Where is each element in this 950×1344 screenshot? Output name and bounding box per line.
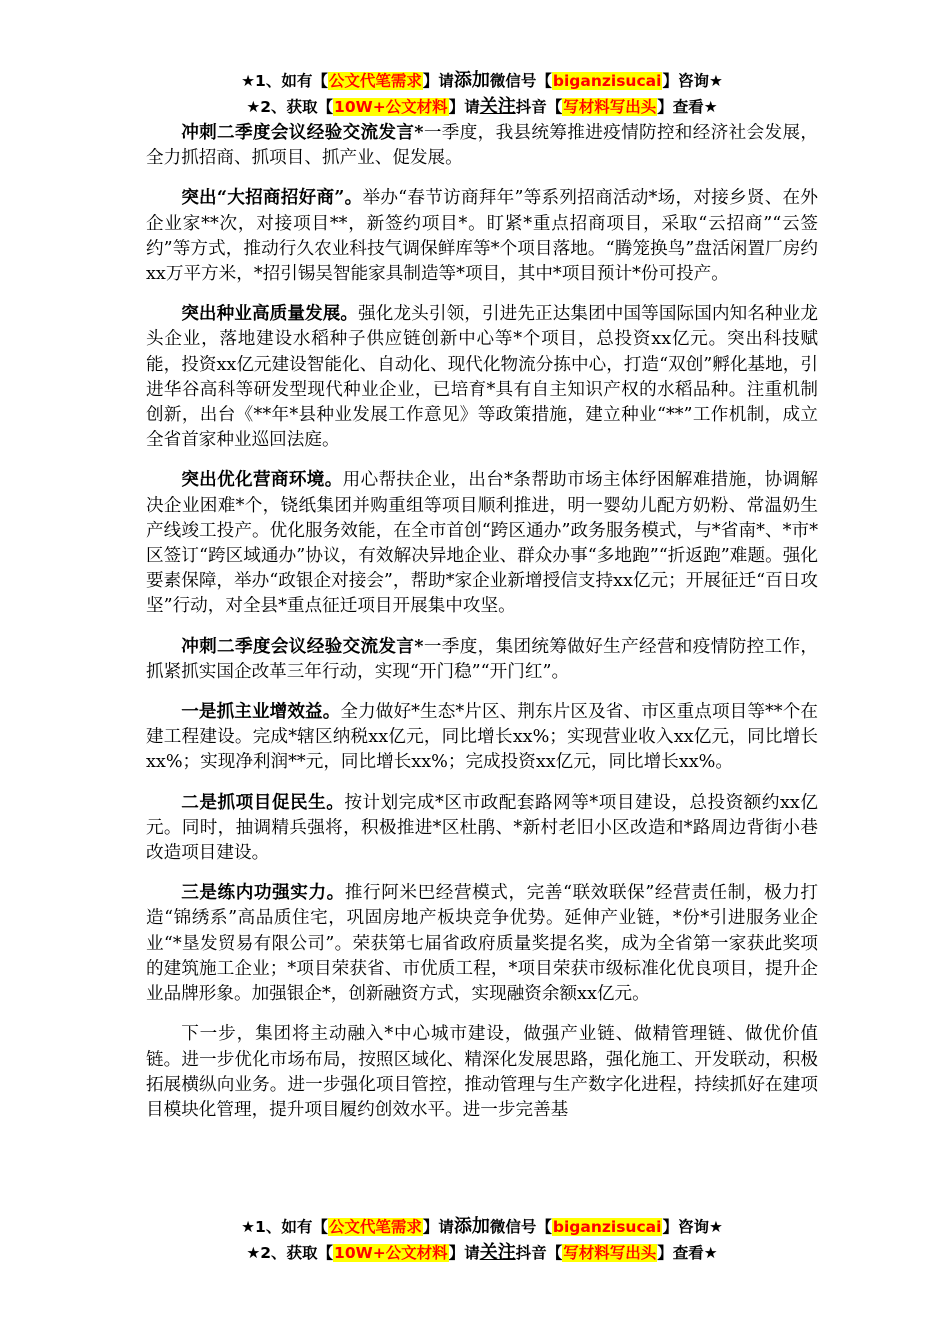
paragraph: 突出种业高质量发展。强化龙头引领，引进先正达集团中国等国际国内知名种业龙头企业，落地建设水稻种子供应链创新中心等*个项目，总投资xx亿元。突出科技赋能，投资xx亿元建设智能化、自动化、现代化物流分拣中心，打造“双创”孵化基地，引进华谷高科等研发型现代种业企业，已培育*具有自主知识产权的水稻品种。注重机制创新，出台《**年*县种业发展工作意见》等政策措施，建立种业“**”工作机制，成立全省首家种业巡回法庭。 <box>146 303 818 451</box>
document-page <box>146 68 818 1137</box>
paragraph-lead: 冲刺二季度会议经验交流发言* <box>181 122 424 143</box>
paragraph: 突出优化营商环境。用心帮扶企业，出台*条帮助市场主体纾困解难措施，协调解决企业困难*个，铙纸集团并购重组等项目顺利推进，明一婴幼儿配方奶粉、常温奶生产线竣工投产。优化服务效能，在全市首创“跨区通办”政务服务模式，与*省南*、*市*区签订“跨区域通办”协议，有效解决异地企业、群众办事“多地跑”“折返跑”难题。强化要素保障，举办“政银企对接会”，帮助*家企业新增授信支持xx亿元；开展征迁“百日攻坚”行动，对全县*重点征迁项目开展集中攻坚。 <box>146 469 818 617</box>
paragraph: 二是抓项目促民生。按计划完成*区市政配套路网等*项目建设，总投资额约xx亿元。同时，抽调精兵强将，积极推进*区杜鹃、*新村老旧小区改造和*路周边背街小巷改造项目建设。 <box>146 791 818 864</box>
paragraph-lead: 三是练内功强实力。 <box>181 882 345 904</box>
promo-banner-bottom <box>146 1214 818 1266</box>
paragraph: 冲刺二季度会议经验交流发言*一季度，我县统筹推进疫情防控和经济社会发展，全力抓招商、抓项目、抓产业、促发展。 <box>146 122 818 169</box>
paragraph-lead: 二是抓项目促民生。 <box>181 791 345 813</box>
highlight-wechat-id: biganzisucai <box>552 72 662 90</box>
promo-banner-top <box>146 68 818 120</box>
promo-line-2: ★2、获取【10W+公文材料】请关注抖音【写材料写出头】查看★ <box>246 1242 718 1263</box>
promo-line-2: ★2、获取【10W+公文材料】请关注抖音【写材料写出头】查看★ <box>246 96 718 117</box>
paragraph-lead: 突出种业高质量发展。 <box>181 303 359 325</box>
paragraph: 一是抓主业增效益。全力做好*生态*片区、荆东片区及省、市区重点项目等**个在建工程建设。完成*辖区纳税xx亿元，同比增长xx%；实现营业收入xx亿元，同比增长xx%；实现净利润**元，同比增长xx%；完成投资xx亿元，同比增长xx%。 <box>146 701 818 773</box>
paragraph-lead: 一是抓主业增效益。 <box>181 701 341 723</box>
paragraph: 突出“大招商招好商”。举办“春节访商拜年”等系列招商活动*场，对接乡贤、在外企业家**次，对接项目**，新签约项目*。盯紧*重点招商项目，采取“云招商”“云签约”等方式，推动行久农业科技气调保鲜库等*个项目落地。“腾笼换鸟”盘活闲置厂房约xx万平方米，*招引锡吴智能家具制造等*项目，其中*项目预计*份可投产。 <box>146 187 818 285</box>
promo-line-1: ★1、如有【公文代笔需求】请添加微信号【biganzisucai】咨询★ <box>241 1216 723 1237</box>
paragraph-lead: 冲刺二季度会议经验交流发言* <box>181 635 424 657</box>
highlight-wechat-id: biganzisucai <box>552 1218 662 1236</box>
highlight-keyword: 公文代笔需求 <box>328 1218 422 1236</box>
highlight-keyword: 10W+公文材料 <box>334 1244 448 1262</box>
promo-line-1: ★1、如有【公文代笔需求】请添加微信号【biganzisucai】咨询★ <box>241 70 723 91</box>
highlight-keyword: 公文代笔需求 <box>328 72 422 90</box>
paragraph: 冲刺二季度会议经验交流发言*一季度，集团统筹做好生产经营和疫情防控工作，抓紧抓实国企改革三年行动，实现“开门稳”“开门红”。 <box>146 635 818 682</box>
paragraph-lead: 突出“大招商招好商”。 <box>181 187 363 209</box>
paragraph: 下一步，集团将主动融入*中心城市建设，做强产业链、做精管理链、做优价值链。进一步优化市场布局，按照区域化、精深化发展思路，强化施工、开发联动，积极拓展横纵向业务。进一步强化项目管控，推动管理与生产数字化进程，持续抓好在建项目模块化管理，提升项目履约创效水平。进一步完善基 <box>146 1024 818 1120</box>
highlight-keyword: 10W+公文材料 <box>334 98 448 116</box>
paragraph: 三是练内功强实力。推行阿米巴经营模式，完善“联效联保”经营责任制，极力打造“锦绣系”高品质住宅，巩固房地产板块竞争优势。延伸产业链，*份*引进服务业企业“*垦发贸易有限公司”。荣获第七届省政府质量奖提名奖，成为全省第一家获此奖项的建筑施工企业；*项目荣获省、市优质工程，*项目荣获市级标准化优良项目，提升企业品牌形象。加强银企*，创新融资方式，实现融资余额xx亿元。 <box>146 882 818 1005</box>
highlight-douyin-id: 写材料写出头 <box>563 98 657 116</box>
highlight-douyin-id: 写材料写出头 <box>563 1244 657 1262</box>
document-body <box>146 120 818 1123</box>
paragraph-lead: 突出优化营商环境。 <box>181 469 343 491</box>
